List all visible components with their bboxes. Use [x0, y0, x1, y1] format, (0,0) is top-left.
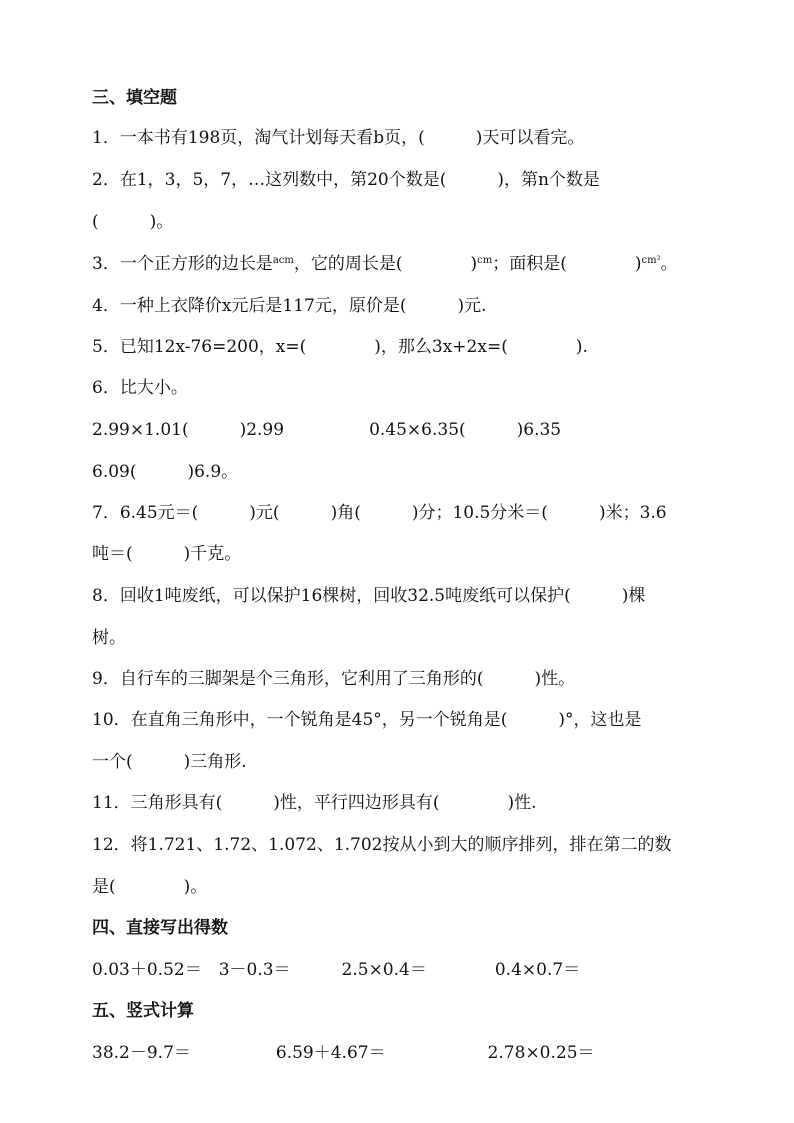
section-4-heading: 四、直接写出得数 [92, 918, 228, 938]
question-3-end: 。 [660, 254, 678, 274]
question-11: 11．三角形具有( )性，平行四边形具有( )性. [92, 793, 537, 813]
question-7-line-2: 吨＝( )千克。 [92, 544, 242, 564]
section-3-heading: 三、填空题 [92, 88, 177, 108]
question-9: 9．自行车的三脚架是个三角形，它利用了三角形的( )性。 [92, 669, 576, 689]
section-5-heading: 五、竖式计算 [92, 1001, 194, 1021]
question-10-line-2: 一个( )三角形. [92, 752, 247, 772]
question-3-unit-cm2: cm² [641, 255, 661, 266]
question-2-line-1: 2．在1，3，5，7，…这列数中，第20个数是( )，第n个数是 [92, 170, 600, 190]
question-12-line-1: 12．将1.721、1.72、1.072、1.702按从小到大的顺序排列，排在第二的数 [92, 835, 672, 855]
question-4: 4．一种上衣降价x元后是117元，原价是( )元. [92, 296, 487, 316]
question-3-unit-cm: cm [278, 255, 294, 266]
question-7-line-1: 7．6.45元＝( )元( )角( )分；10.5分米＝( )米；3.6 [92, 503, 667, 523]
section-5-problems: 38.2－9.7＝ 6.59＋4.67＝ 2.78×0.25＝ [92, 1043, 595, 1063]
question-2-line-2: ( )。 [92, 212, 174, 232]
question-3-middle: ，它的周长是( ) [293, 254, 478, 274]
question-3 [92, 253, 678, 278]
section-4-problems: 0.03＋0.52＝ 3－0.3＝ 2.5×0.4＝ 0.4×0.7＝ [92, 960, 581, 980]
question-3-middle-2: ；面积是( ) [492, 254, 642, 274]
question-1: 1．一本书有198页，淘气计划每天看b页，( )天可以看完。 [92, 128, 585, 148]
question-10-line-1: 10．在直角三角形中，一个锐角是45°，另一个锐角是( )°，这也是 [92, 710, 642, 730]
question-6-row-1: 2.99×1.01( )2.99 0.45×6.35( )6.35 [92, 420, 562, 440]
question-8-line-2: 树。 [92, 628, 126, 648]
question-12-line-2: 是( )。 [92, 877, 208, 897]
question-6: 6．比大小。 [92, 378, 188, 398]
question-8-line-1: 8．回收1吨废纸，可以保护16棵树，回收32.5吨废纸可以保护( )棵 [92, 586, 646, 606]
question-3-unit-cm-2: cm [477, 255, 493, 266]
question-5: 5．已知12x-76=200，x=( )，那么3x+2x=( ). [92, 337, 588, 357]
question-6-row-2: 6.09( )6.9。 [92, 462, 239, 482]
question-3-prefix: 3．一个正方形的边长是 [92, 254, 273, 274]
question-3-side-a: a [272, 255, 279, 266]
